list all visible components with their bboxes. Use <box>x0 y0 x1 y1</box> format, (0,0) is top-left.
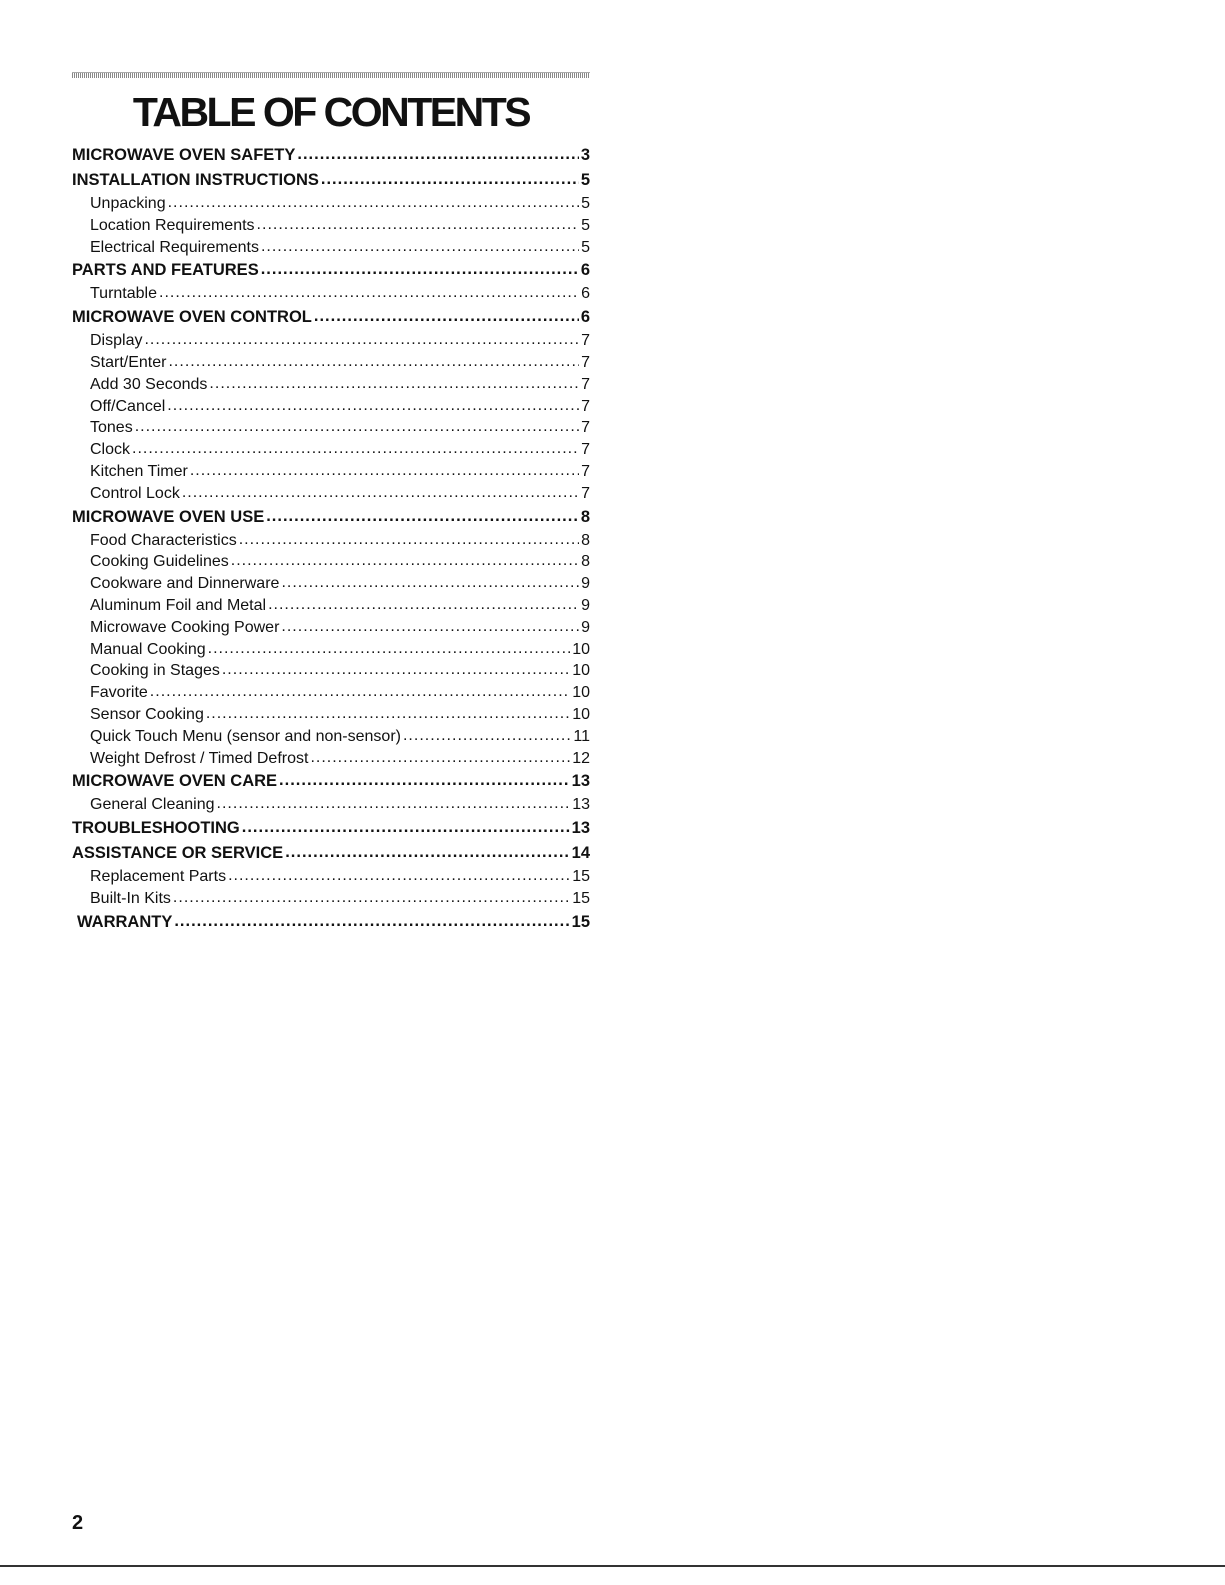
toc-entry-page: 9 <box>581 618 590 636</box>
toc-entry-page: 15 <box>571 912 590 931</box>
toc-entry-page: 15 <box>572 889 590 907</box>
toc-entry-page: 5 <box>581 195 590 212</box>
toc-subsection-entry[interactable] <box>72 483 590 505</box>
dot-leader <box>281 572 579 594</box>
toc-entry-label: Display <box>90 332 143 350</box>
toc-entry-label: WARRANTY <box>77 912 173 931</box>
toc-subsection-entry[interactable] <box>72 237 590 259</box>
dot-leader <box>167 395 579 417</box>
page-number: 2 <box>72 1512 84 1534</box>
toc-section-entry[interactable] <box>72 505 590 530</box>
toc-entry-label: Favorite <box>90 684 148 702</box>
toc-entry-label: MICROWAVE OVEN CONTROL <box>72 308 312 327</box>
toc-entry-label: Sensor Cooking <box>90 705 204 723</box>
toc-entry-page: 7 <box>581 353 590 371</box>
toc-entry-label: MICROWAVE OVEN USE <box>72 507 265 526</box>
toc-entry-page: 7 <box>581 484 590 502</box>
dot-leader <box>168 192 579 214</box>
dot-leader <box>217 793 571 815</box>
dot-leader <box>266 504 579 529</box>
toc-subsection-entry[interactable] <box>72 682 590 704</box>
toc-entry-page: 7 <box>581 419 590 437</box>
dot-leader <box>222 659 570 681</box>
toc-entry-label: Cooking in Stages <box>90 662 220 680</box>
toc-entry-label: Start/Enter <box>90 353 167 371</box>
dot-leader <box>310 747 570 769</box>
dot-leader <box>135 416 579 438</box>
toc-entry-label: INSTALLATION INSTRUCTIONS <box>72 171 319 189</box>
toc-entry-label: ASSISTANCE OR SERVICE <box>72 844 284 863</box>
toc-entry-page: 11 <box>573 727 590 745</box>
toc-section-entry[interactable] <box>72 769 590 794</box>
toc-section-entry[interactable] <box>72 143 590 168</box>
toc-entry-page: 10 <box>572 640 590 658</box>
page-title: TABLE OF CONTENTS <box>132 89 530 135</box>
toc-subsection-entry[interactable] <box>72 866 590 888</box>
toc-subsection-entry[interactable] <box>72 396 590 418</box>
toc-subsection-entry[interactable] <box>72 660 590 682</box>
toc-subsection-entry[interactable] <box>72 794 590 816</box>
toc-entry-label: Aluminum Foil and Metal <box>90 596 267 614</box>
toc-entry-page: 6 <box>580 308 590 327</box>
top-rule <box>72 72 590 78</box>
toc-entry-page: 5 <box>581 216 590 234</box>
toc-subsection-entry[interactable] <box>72 617 590 639</box>
toc-entry-label: Weight Defrost / Timed Defrost <box>90 749 309 767</box>
toc-subsection-entry[interactable] <box>72 374 590 396</box>
toc-entry-label: TROUBLESHOOTING <box>72 819 240 838</box>
toc-entry-label: Food Characteristics <box>90 531 237 549</box>
toc-section-entry[interactable] <box>72 816 590 841</box>
toc-entry-page: 8 <box>581 531 590 549</box>
toc-entry-label: Quick Touch Menu (sensor and non-sensor) <box>90 727 401 745</box>
toc-entry-label: Off/Cancel <box>90 397 166 415</box>
toc-entry-page: 6 <box>580 261 590 280</box>
dot-leader <box>297 142 578 167</box>
toc-subsection-entry[interactable] <box>72 704 590 726</box>
toc-entry-page: 8 <box>580 507 590 526</box>
dot-leader <box>242 815 570 840</box>
toc-entry-page: 7 <box>581 462 590 480</box>
toc-entry-label: Location Requirements <box>90 216 255 234</box>
toc-entry-label: Replacement Parts <box>90 868 227 886</box>
toc-subsection-entry[interactable] <box>72 193 590 215</box>
dot-leader <box>168 351 579 373</box>
toc-entry-page: 13 <box>571 772 590 791</box>
toc-subsection-entry[interactable] <box>72 551 590 573</box>
dot-leader <box>174 909 569 934</box>
toc-entry-label: Electrical Requirements <box>90 238 259 256</box>
toc-section-entry[interactable] <box>72 910 590 935</box>
toc-entry-label: PARTS AND FEATURES <box>72 261 259 280</box>
toc-entry-page: 13 <box>571 819 590 838</box>
dot-leader <box>239 529 579 551</box>
toc-entry-label: Tones <box>90 419 133 437</box>
dot-leader <box>208 638 571 660</box>
toc-entry-label: Add 30 Seconds <box>90 375 208 393</box>
dot-leader <box>281 616 579 638</box>
toc-subsection-entry[interactable] <box>72 888 590 910</box>
table-of-contents <box>72 143 590 935</box>
toc-entry-label: Microwave Cooking Power <box>90 618 280 636</box>
toc-entry-page: 10 <box>572 684 590 702</box>
toc-entry-page: 5 <box>580 171 590 189</box>
dot-leader <box>268 594 579 616</box>
toc-subsection-entry[interactable] <box>72 215 590 237</box>
dot-leader <box>228 865 570 887</box>
toc-entry-label: Cookware and Dinnerware <box>90 575 280 593</box>
toc-subsection-entry[interactable] <box>72 439 590 461</box>
toc-subsection-entry[interactable] <box>72 639 590 661</box>
toc-entry-label: Cooking Guidelines <box>90 553 229 571</box>
toc-entry-page: 13 <box>572 796 590 814</box>
dot-leader <box>261 257 579 282</box>
toc-section-entry[interactable] <box>72 258 590 283</box>
toc-entry-label: MICROWAVE OVEN CARE <box>72 772 278 791</box>
toc-entry-page: 10 <box>572 705 590 723</box>
dot-leader <box>150 681 570 703</box>
toc-entry-page: 10 <box>572 662 590 680</box>
toc-entry-label: Built-In Kits <box>90 889 171 907</box>
toc-entry-label: Manual Cooking <box>90 640 206 658</box>
toc-subsection-entry[interactable] <box>72 748 590 770</box>
toc-entry-label: Unpacking <box>90 195 166 212</box>
toc-entry-page: 12 <box>572 749 590 767</box>
toc-subsection-entry[interactable] <box>72 461 590 483</box>
dot-leader <box>403 725 571 747</box>
toc-entry-label: MICROWAVE OVEN SAFETY <box>72 146 296 164</box>
toc-entry-page: 5 <box>581 238 590 256</box>
bottom-rule <box>0 1565 1225 1567</box>
toc-entry-page: 7 <box>581 375 590 393</box>
toc-entry-page: 6 <box>581 285 590 303</box>
toc-entry-label: Clock <box>90 441 131 459</box>
toc-entry-label: General Cleaning <box>90 796 215 814</box>
toc-entry-page: 9 <box>581 596 590 614</box>
toc-entry-page: 14 <box>571 844 590 863</box>
toc-entry-label: Control Lock <box>90 484 180 502</box>
dot-leader <box>206 703 570 725</box>
dot-leader <box>314 304 579 329</box>
toc-entry-label: Kitchen Timer <box>90 462 188 480</box>
dot-leader <box>257 214 580 236</box>
toc-section-entry[interactable] <box>72 305 590 330</box>
toc-subsection-entry[interactable] <box>72 352 590 374</box>
toc-entry-page: 15 <box>572 868 590 886</box>
toc-entry-page: 3 <box>580 146 590 164</box>
dot-leader <box>173 887 570 909</box>
dot-leader <box>190 460 579 482</box>
dot-leader <box>231 550 579 572</box>
toc-subsection-entry[interactable] <box>72 330 590 352</box>
dot-leader <box>279 768 570 793</box>
toc-subsection-entry[interactable] <box>72 283 590 305</box>
toc-entry-page: 8 <box>581 553 590 571</box>
toc-entry-page: 9 <box>581 575 590 593</box>
toc-entry-label: Turntable <box>90 285 157 303</box>
dot-leader <box>159 282 579 304</box>
toc-section-entry[interactable] <box>72 168 590 193</box>
toc-entry-page: 7 <box>581 332 590 350</box>
dot-leader <box>132 438 579 460</box>
dot-leader <box>321 167 579 192</box>
toc-subsection-entry[interactable] <box>72 417 590 439</box>
toc-entry-page: 7 <box>581 441 590 459</box>
toc-subsection-entry[interactable] <box>72 595 590 617</box>
toc-subsection-entry[interactable] <box>72 573 590 595</box>
toc-subsection-entry[interactable] <box>72 530 590 552</box>
dot-leader <box>261 236 579 258</box>
toc-subsection-entry[interactable] <box>72 726 590 748</box>
toc-entry-page: 7 <box>581 397 590 415</box>
dot-leader <box>285 840 569 865</box>
toc-section-entry[interactable] <box>72 841 590 866</box>
dot-leader <box>182 482 579 504</box>
dot-leader <box>209 373 579 395</box>
dot-leader <box>144 329 579 351</box>
